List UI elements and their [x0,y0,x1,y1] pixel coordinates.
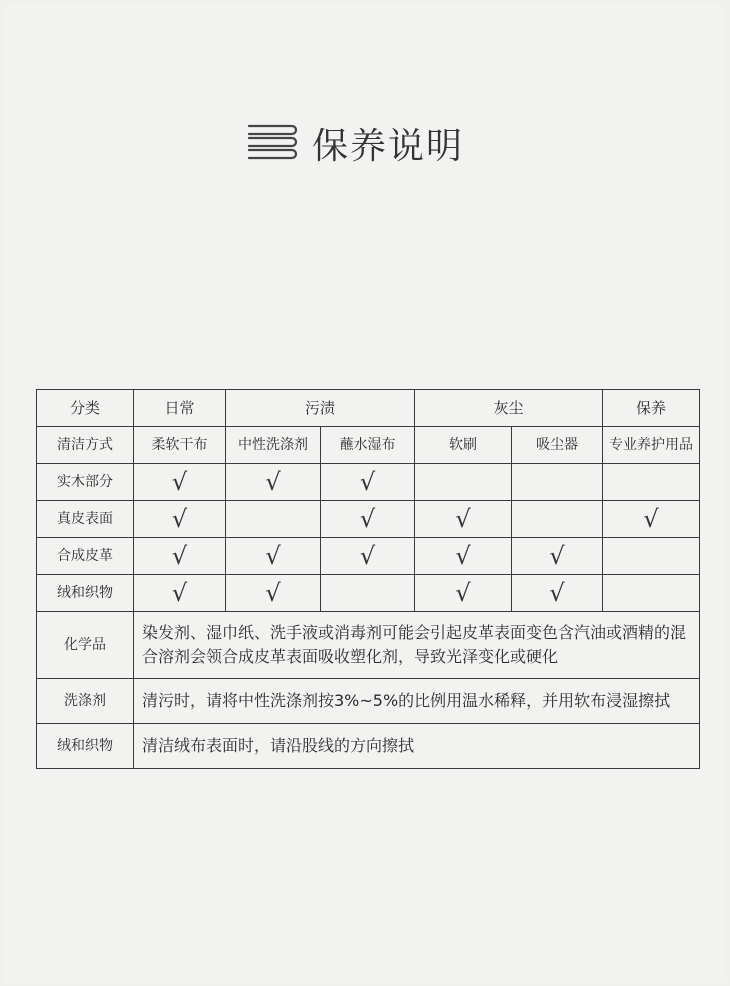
title-block [246,118,464,169]
note-row-fabric [37,724,700,769]
check-mark-icon: √ [265,468,281,496]
check-cell [226,464,321,501]
header-row-top [37,390,700,427]
check-cell [321,464,415,501]
check-mark-icon: √ [265,542,281,570]
check-mark-icon: √ [359,542,376,570]
check-cell [603,575,700,612]
check-cell [321,575,415,612]
check-cell [603,501,700,538]
header-row-sub [37,427,700,464]
check-cell [415,501,512,538]
header-maintain: 保养 [603,390,700,427]
check-cell [603,464,700,501]
note-text: 清洁绒布表面时，请沿股线的方向擦拭 [134,724,700,769]
note-label: 洗涤剂 [37,679,134,724]
check-mark-icon: √ [359,468,376,496]
check-mark-icon: √ [171,468,188,496]
note-row-detergent [37,679,700,724]
check-mark-icon: √ [265,579,281,607]
check-mark-icon: √ [643,505,659,533]
check-cell [134,575,226,612]
check-mark-icon: √ [549,542,565,570]
check-cell [415,464,512,501]
check-cell [134,501,226,538]
header-category: 分类 [37,390,134,427]
check-cell [512,464,603,501]
check-cell [603,538,700,575]
header-method: 清洁方式 [37,427,134,464]
table-row [37,575,700,612]
header-daily: 日常 [134,390,226,427]
note-label: 化学品 [37,612,134,679]
table-row [37,464,700,501]
check-mark-icon: √ [549,579,565,607]
check-mark-icon: √ [171,505,188,533]
check-cell [512,501,603,538]
check-cell [226,501,321,538]
check-mark-icon: √ [455,579,471,607]
check-mark-icon: √ [359,505,376,533]
header-dust: 灰尘 [415,390,603,427]
check-cell [512,575,603,612]
row-label: 合成皮革 [37,538,134,575]
note-text: 染发剂、湿巾纸、洗手液或消毒剂可能会引起皮革表面变色含汽油或酒精的混合溶剂会领合成皮革表面吸收塑化剂，导致光泽变化或硬化 [134,612,700,679]
check-mark-icon: √ [171,542,188,570]
header-care-products: 专业养护用品 [603,427,700,464]
check-cell [226,538,321,575]
care-table [36,389,700,769]
note-row-chemicals [37,612,700,679]
check-mark-icon: √ [455,542,471,570]
table-row [37,501,700,538]
check-cell [415,575,512,612]
check-cell [321,538,415,575]
header-neutral-detergent: 中性洗涤剂 [226,427,321,464]
check-cell [134,538,226,575]
header-damp-cloth: 蘸水湿布 [321,427,415,464]
row-label: 实木部分 [37,464,134,501]
note-text: 清污时，请将中性洗涤剂按3%~5%的比例用温水稀释，并用软布浸湿擦拭 [134,679,700,724]
page-title: 保养说明 [312,126,465,167]
check-cell [134,464,226,501]
note-label: 绒和织物 [37,724,134,769]
check-cell [226,575,321,612]
header-soft-brush: 软刷 [415,427,512,464]
header-vacuum: 吸尘器 [512,427,603,464]
layered-lines-icon [246,121,302,167]
check-cell [415,538,512,575]
header-stain: 污渍 [226,390,415,427]
row-label: 绒和织物 [37,575,134,612]
header-soft-cloth: 柔软干布 [134,427,226,464]
row-label: 真皮表面 [37,501,134,538]
check-mark-icon: √ [455,505,471,533]
check-cell [512,538,603,575]
table-row [37,538,700,575]
check-mark-icon: √ [171,579,188,607]
check-cell [321,501,415,538]
